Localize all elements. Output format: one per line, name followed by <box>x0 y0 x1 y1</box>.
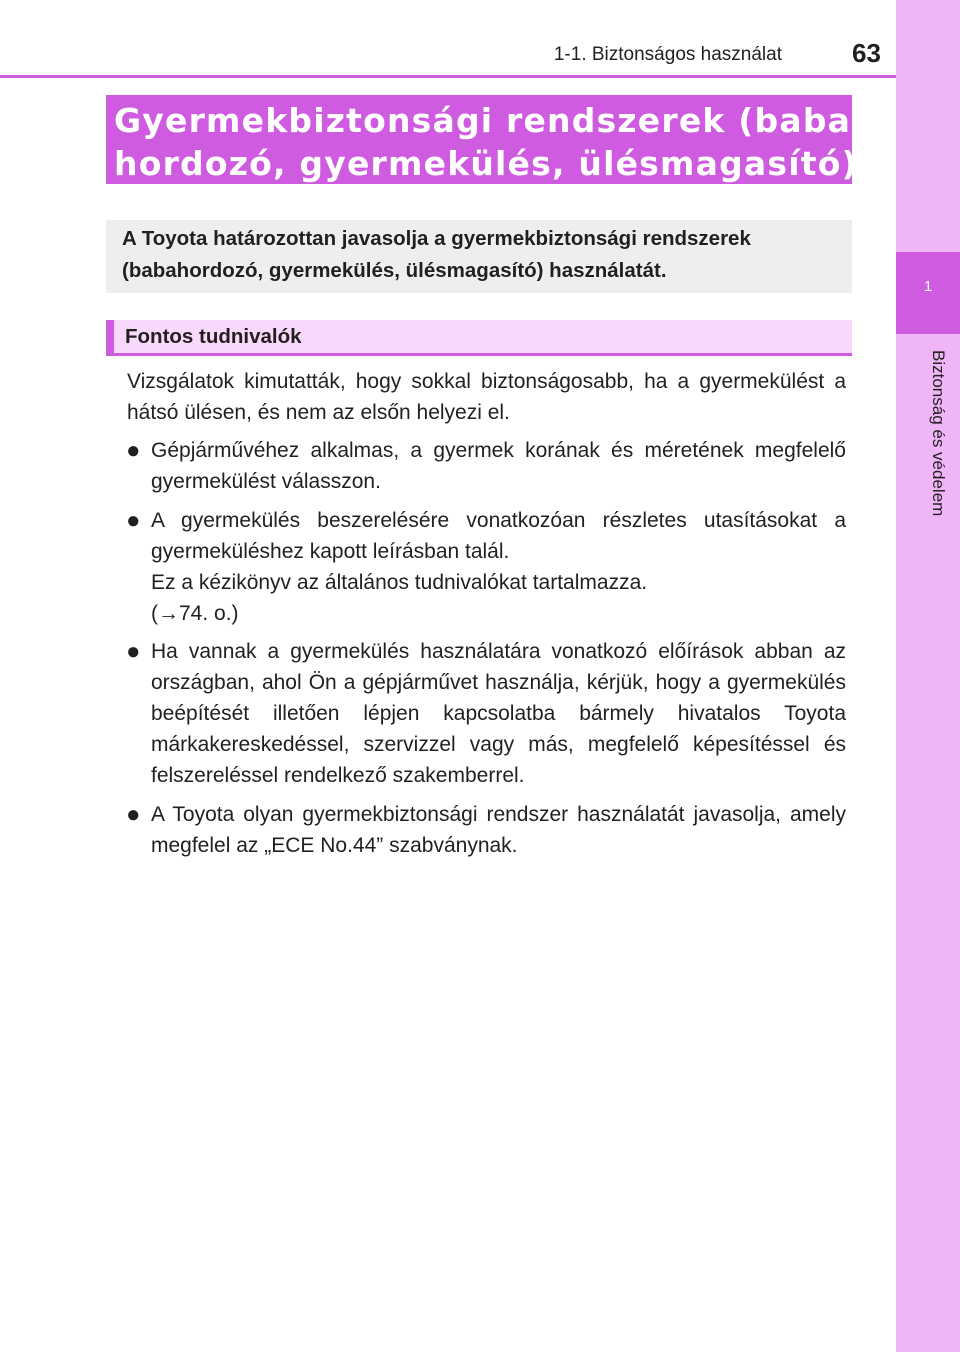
section-paragraph: Vizsgálatok kimutatták, hogy sokkal biztonságosabb, ha a gyermekülést a hátsó ülésen, és nem az elsőn helyezi el. <box>127 370 846 424</box>
page-title-line-1: Gyermekbiztonsági rendszerek (baba- <box>114 101 867 140</box>
header-rule <box>0 75 896 78</box>
bullet-text-2: A gyermekülés beszerelésére vonatkozóan részletes utasításokat a gyermeküléshez kapott leírásban talál. <box>151 509 846 563</box>
bullet-marker: ● <box>126 507 141 534</box>
bullet-marker: ● <box>126 801 141 828</box>
bullet-item-2 <box>151 505 846 629</box>
section-heading-marker <box>106 320 114 356</box>
page-title-line-2: hordozó, gyermekülés, ülésmagasító) <box>114 144 858 183</box>
bullet-text-1: Gépjárművéhez alkalmas, a gyermek korának és méretének megfelelő gyermekülést válasszon. <box>151 439 846 493</box>
bullet-extra-2: Ez a kézikönyv az általános tudnivalókat tartalmazza. <box>151 571 648 594</box>
section-heading: Fontos tudnivalók <box>125 325 302 348</box>
bullet-text-4: A Toyota olyan gyermekbiztonsági rendszer használatát javasolja, amely megfelel az „ECE No.44” szabványnak. <box>151 803 846 857</box>
intro-text: A Toyota határozottan javasolja a gyermekbiztonsági rendszerek (babahordozó, gyermekülés, ülésmagasító) használatát. <box>122 227 751 282</box>
bullet-marker: ● <box>126 638 141 665</box>
bullet-text-3: Ha vannak a gyermekülés használatára vonatkozó előírások abban az országban, ahol Ön a gépjárművet használja, kérjük, hogy a gyermekülés beépítését illetően lépjen kapcsolatba bármely hivatalos Toyota márkakereskedéssel, szervizzel vagy más, megfelelő képesítéssel és felszereléssel rendelkező szakemberrel. <box>151 640 846 787</box>
page-number: 63 <box>852 38 881 68</box>
page-title <box>114 99 867 185</box>
side-strip <box>896 0 960 1352</box>
page-reference: (→74. o.) <box>151 602 239 625</box>
chapter-number: 1 <box>923 278 933 295</box>
chapter-title: Biztonság és védelem <box>929 350 948 517</box>
bullet-marker: ● <box>126 437 141 464</box>
header-section-title: 1-1. Biztonságos használat <box>553 44 782 65</box>
chapter-tab <box>896 252 960 334</box>
